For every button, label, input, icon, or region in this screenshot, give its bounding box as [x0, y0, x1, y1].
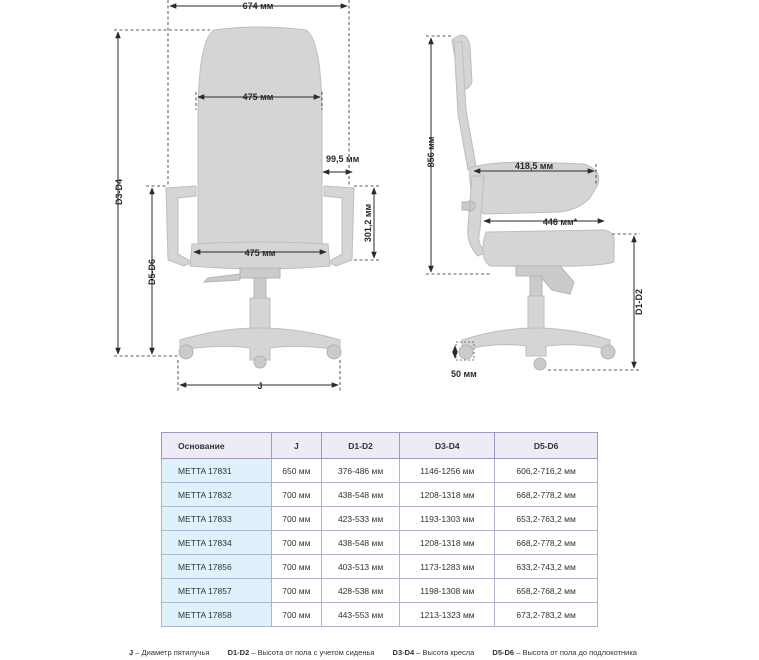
cell-j: 700 мм	[272, 603, 322, 627]
cell-d3-d4: 1146-1256 мм	[400, 459, 495, 483]
table-row	[162, 459, 598, 483]
depth-label: 418,5 мм	[514, 161, 554, 171]
header-base: Основание	[162, 433, 272, 459]
cell-d5-d6: 668,2-778,2 мм	[495, 531, 598, 555]
legend	[129, 648, 653, 657]
legend-item-d1-d2: D1-D2 – Высота от пола с учетом сиденья	[227, 648, 375, 657]
cell-j: 700 мм	[272, 507, 322, 531]
cell-d3-d4: 1213-1323 мм	[400, 603, 495, 627]
caster-size-label: 50 мм	[451, 369, 477, 379]
cell-d5-d6: 633,2-743,2 мм	[495, 555, 598, 579]
cell-d3-d4: 1208-1318 мм	[400, 483, 495, 507]
armrest-floor-code: D5-D6	[147, 258, 157, 286]
cell-model: METTA 17858	[162, 603, 272, 627]
backrest-width-label: 475 мм	[242, 92, 274, 102]
legend-item-d3-d4: D3-D4 – Высота кресла	[392, 648, 475, 657]
cell-model: METTA 17857	[162, 579, 272, 603]
header-j: J	[272, 433, 322, 459]
side-view-chair	[452, 35, 615, 370]
back-height-label: 856 мм	[426, 136, 436, 168]
table-row	[162, 483, 598, 507]
cell-d1-d2: 376-486 мм	[321, 459, 400, 483]
cell-model: METTA 17831	[162, 459, 272, 483]
cell-d1-d2: 438-548 мм	[321, 531, 400, 555]
header-d3-d4: D3-D4	[400, 433, 495, 459]
seat-width-label: 475 мм	[244, 248, 276, 258]
cell-d1-d2: 423-533 мм	[321, 507, 400, 531]
cell-model: METTA 17833	[162, 507, 272, 531]
table-row	[162, 579, 598, 603]
cell-d1-d2: 428-538 мм	[321, 579, 400, 603]
cell-d1-d2: 403-513 мм	[321, 555, 400, 579]
header-d5-d6: D5-D6	[495, 433, 598, 459]
spec-table-header	[162, 433, 598, 459]
cell-j: 700 мм	[272, 579, 322, 603]
cell-model: METTA 17832	[162, 483, 272, 507]
cell-d5-d6: 653,2-763,2 мм	[495, 507, 598, 531]
table-row	[162, 603, 598, 627]
front-view-chair	[166, 27, 354, 368]
cell-j: 650 мм	[272, 459, 322, 483]
cell-j: 700 мм	[272, 555, 322, 579]
armrest-height-label: 301,2 мм	[363, 203, 373, 243]
chair-height-code: D3-D4	[114, 178, 124, 206]
base-diameter-code: J	[257, 381, 263, 391]
seat-height-code: D1-D2	[634, 288, 644, 316]
cell-j: 700 мм	[272, 531, 322, 555]
table-row	[162, 531, 598, 555]
cell-d3-d4: 1173-1283 мм	[400, 555, 495, 579]
cell-d5-d6: 673,2-783,2 мм	[495, 603, 598, 627]
cell-d1-d2: 438-548 мм	[321, 483, 400, 507]
cell-j: 700 мм	[272, 483, 322, 507]
legend-item-j: J – Диаметр пятилучья	[129, 648, 210, 657]
table-row	[162, 507, 598, 531]
spec-table	[161, 432, 598, 627]
seat-depth-label: 446 мм*	[542, 217, 578, 227]
cell-d3-d4: 1198-1308 мм	[400, 579, 495, 603]
legend-item-d5-d6: D5-D6 – Высота от пола до подлокотника	[492, 648, 637, 657]
header-d1-d2: D1-D2	[321, 433, 400, 459]
cell-d1-d2: 443-553 мм	[321, 603, 400, 627]
cell-d5-d6: 668,2-778,2 мм	[495, 483, 598, 507]
cell-model: METTA 17834	[162, 531, 272, 555]
cell-d5-d6: 658,2-768,2 мм	[495, 579, 598, 603]
cell-d3-d4: 1208-1318 мм	[400, 531, 495, 555]
cell-model: METTA 17856	[162, 555, 272, 579]
cell-d3-d4: 1193-1303 мм	[400, 507, 495, 531]
table-row	[162, 555, 598, 579]
armrest-width-label: 99,5 мм	[326, 154, 360, 164]
front-width-label: 674 мм	[242, 1, 274, 11]
cell-d5-d6: 606,2-716,2 мм	[495, 459, 598, 483]
